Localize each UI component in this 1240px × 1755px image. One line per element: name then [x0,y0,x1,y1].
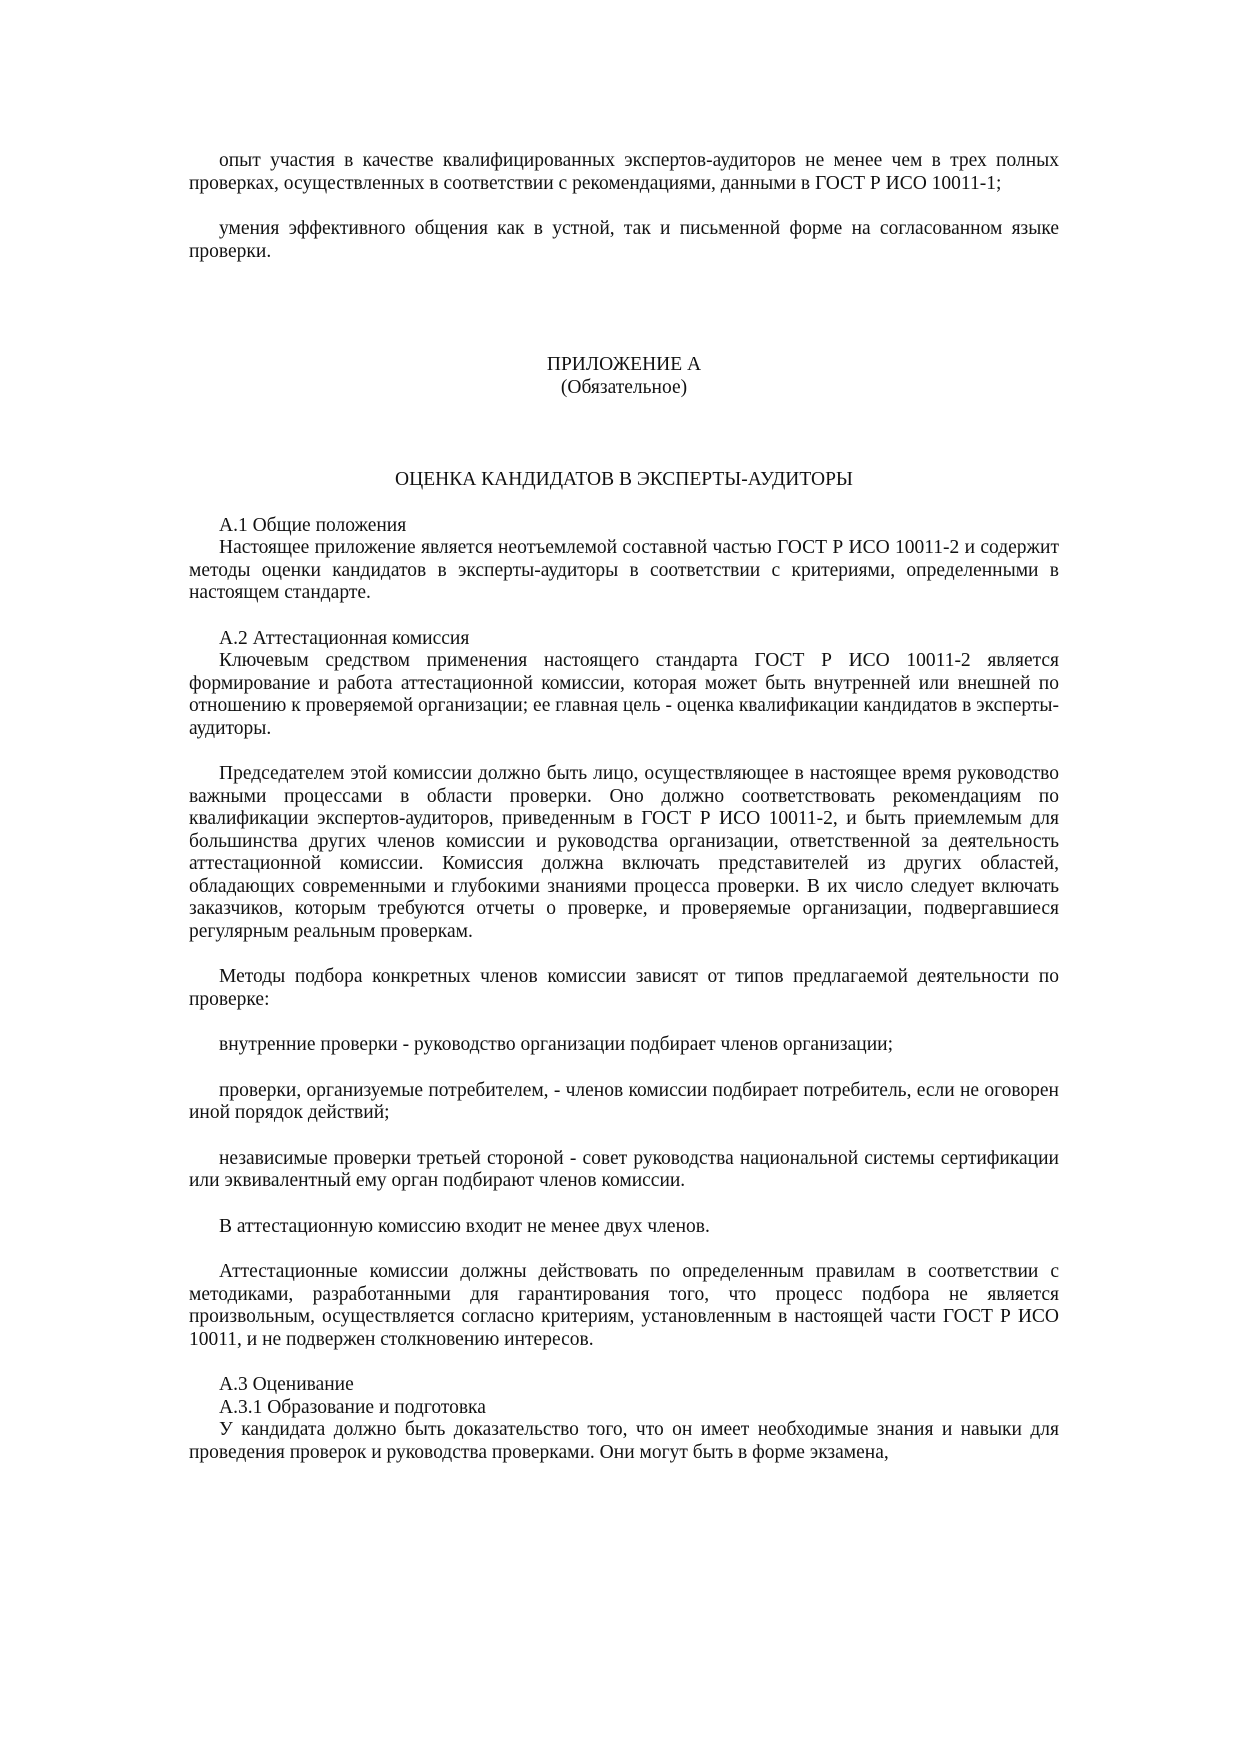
list-item: внутренние проверки - руководство организации подбирает членов организации; [219,1034,894,1055]
subsection-heading-a3-1: А.3.1 Образование и подготовка [219,1396,486,1418]
spacer [189,286,1059,354]
body-paragraph: У кандидата должно быть доказательство того, что он имеет необходимые знания и навыки для проведения проверок и руководства проверками. Они могут быть в форме экзамена, [189,1419,1059,1463]
body-paragraph: Настоящее приложение является неотъемлемой составной частью ГОСТ Р ИСО 10011-2 и содержит методы оценки кандидатов в эксперты-аудиторы в соответствии с критериями, определенными в настоящем стандарте. [189,537,1059,603]
body-paragraph: опыт участия в качестве квалифицированных экспертов-аудиторов не менее чем в трех полных проверках, осуществленных в соответствии с рекомендациями, данными в ГОСТ Р ИСО 10011-1; [189,150,1059,194]
spacer [189,399,1059,469]
body-paragraph: Председателем этой комиссии должно быть лицо, осуществляющее в настоящее время руководство важными процессами в области проверки. Оно должно соответствовать рекомендациям по квалификации экспертов-аудиторов, приведенным в ГОСТ Р ИСО 10011-2, и быть приемлемым для большинства других членов комиссии и руководства организации, ответственной за деятельность аттестационной комиссии. Комиссия должна включать представителей из других областей, обладающих современными и глубокими знаниями процесса проверки. В их число следует включать заказчиков, которым требуются отчеты о проверке, и проверяемые организации, подвергавшиеся регулярным реальным проверкам. [189,763,1059,942]
body-paragraph: Методы подбора конкретных членов комиссии зависят от типов предлагаемой деятельности по проверке: [189,966,1059,1010]
section-heading-a3: А.3 Оценивание [219,1374,354,1395]
list-item: проверки, организуемые потребителем, - членов комиссии подбирает потребитель, если не оговорен иной порядок действий; [189,1079,1059,1123]
list-item: независимые проверки третьей стороной - совет руководства национальной системы сертификации или эквивалентный ему орган подбирают членов комиссии. [189,1147,1059,1191]
body-paragraph: Ключевым средством применения настоящего стандарта ГОСТ Р ИСО 10011-2 является формирование и работа аттестационной комиссии, которая может быть внутренней или внешней по отношению к проверяемой организации; ее главная цель - оценка квалификации кандидатов в эксперты-аудиторы. [189,650,1059,739]
section-heading-a2: А.2 Аттестационная комиссия [219,627,470,649]
section-heading-a1: А.1 Общие положения [219,514,407,536]
appendix-subtitle: (Обязательное) [560,376,688,398]
section-title: ОЦЕНКА КАНДИДАТОВ В ЭКСПЕРТЫ-АУДИТОРЫ [395,469,853,490]
appendix-title: ПРИЛОЖЕНИЕ А [546,354,702,375]
spacer [189,492,1059,515]
body-paragraph: Аттестационные комиссии должны действовать по определенным правилам в соответствии с методиками, разработанными для гарантирования того, что процесс подбора не является произвольным, осуществляется согласно критериям, установленным в настоящей части ГОСТ Р ИСО 10011, и не подвержен столкновению интересов. [189,1261,1059,1350]
document-body [189,150,1059,1464]
body-paragraph: умения эффективного общения как в устной, так и письменной форме на согласованном языке проверки. [189,218,1059,262]
body-paragraph: В аттестационную комиссию входит не менее двух членов. [219,1215,710,1237]
